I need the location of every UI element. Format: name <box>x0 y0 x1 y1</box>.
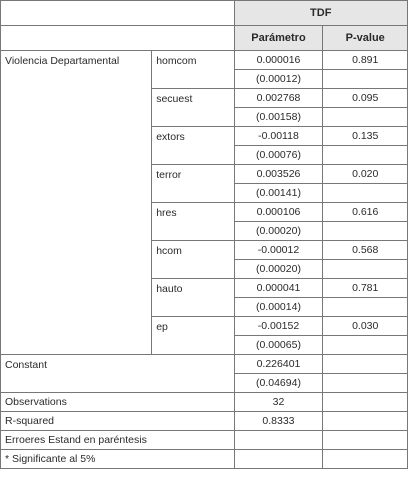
coefficient-value: -0.00152 <box>234 317 323 336</box>
standard-error: (0.00012) <box>234 70 323 89</box>
note1-empty-a <box>234 431 323 450</box>
variable-name: hauto <box>152 279 234 317</box>
se-pvalue-empty <box>323 184 408 203</box>
pvalue: 0.020 <box>323 165 408 184</box>
observations-row <box>1 393 408 412</box>
standard-error: (0.00158) <box>234 108 323 127</box>
rsquared-empty <box>323 412 408 431</box>
note-standard-errors: Erroeres Estand en paréntesis <box>1 431 235 450</box>
se-pvalue-empty <box>323 146 408 165</box>
note-row-2 <box>1 450 408 469</box>
constant-coef: 0.226401 <box>234 355 323 374</box>
pvalue: 0.135 <box>323 127 408 146</box>
constant-row <box>1 355 408 374</box>
empty-subheader-cell <box>1 26 235 51</box>
variables-body <box>1 51 408 355</box>
pvalue: 0.781 <box>323 279 408 298</box>
coefficient-value: 0.000016 <box>234 51 323 70</box>
se-pvalue-empty <box>323 336 408 355</box>
variable-name: hres <box>152 203 234 241</box>
rsquared-label: R-squared <box>1 412 235 431</box>
observations-label: Observations <box>1 393 235 412</box>
se-pvalue-empty <box>323 298 408 317</box>
observations-value: 32 <box>234 393 323 412</box>
rsquared-value: 0.8333 <box>234 412 323 431</box>
note2-empty-a <box>234 450 323 469</box>
group-header: TDF <box>234 1 408 26</box>
variable-name: homcom <box>152 51 234 89</box>
standard-error: (0.00020) <box>234 222 323 241</box>
variable-name: ep <box>152 317 234 355</box>
constant-label: Constant <box>1 355 235 393</box>
note-significance: * Significante al 5% <box>1 450 235 469</box>
variable-name: hcom <box>152 241 234 279</box>
standard-error: (0.00076) <box>234 146 323 165</box>
coefficient-value: -0.00012 <box>234 241 323 260</box>
note-row-1 <box>1 431 408 450</box>
pvalue: 0.030 <box>323 317 408 336</box>
group-header-row <box>1 1 408 26</box>
variable-name: terror <box>152 165 234 203</box>
pvalue: 0.095 <box>323 89 408 108</box>
coefficient-value: 0.000106 <box>234 203 323 222</box>
standard-error: (0.00141) <box>234 184 323 203</box>
column-header-pvalue: P-value <box>323 26 408 51</box>
section-label: Violencia Departamental <box>1 51 152 355</box>
standard-error: (0.00014) <box>234 298 323 317</box>
constant-se-empty <box>323 374 408 393</box>
column-header-param: Parámetro <box>234 26 323 51</box>
se-pvalue-empty <box>323 108 408 127</box>
se-pvalue-empty <box>323 260 408 279</box>
variable-coef-row <box>1 51 408 70</box>
se-pvalue-empty <box>323 222 408 241</box>
pvalue: 0.616 <box>323 203 408 222</box>
standard-error: (0.00020) <box>234 260 323 279</box>
empty-header-cell <box>1 1 235 26</box>
note2-empty-b <box>323 450 408 469</box>
coefficient-value: -0.00118 <box>234 127 323 146</box>
variable-name: secuest <box>152 89 234 127</box>
coefficient-value: 0.002768 <box>234 89 323 108</box>
pvalue: 0.891 <box>323 51 408 70</box>
coefficient-value: 0.000041 <box>234 279 323 298</box>
constant-se: (0.04694) <box>234 374 323 393</box>
se-pvalue-empty <box>323 70 408 89</box>
standard-error: (0.00065) <box>234 336 323 355</box>
rsquared-row <box>1 412 408 431</box>
variable-name: extors <box>152 127 234 165</box>
coefficient-value: 0.003526 <box>234 165 323 184</box>
note1-empty-b <box>323 431 408 450</box>
pvalue: 0.568 <box>323 241 408 260</box>
observations-empty <box>323 393 408 412</box>
constant-pvalue-empty <box>323 355 408 374</box>
column-header-row <box>1 26 408 51</box>
